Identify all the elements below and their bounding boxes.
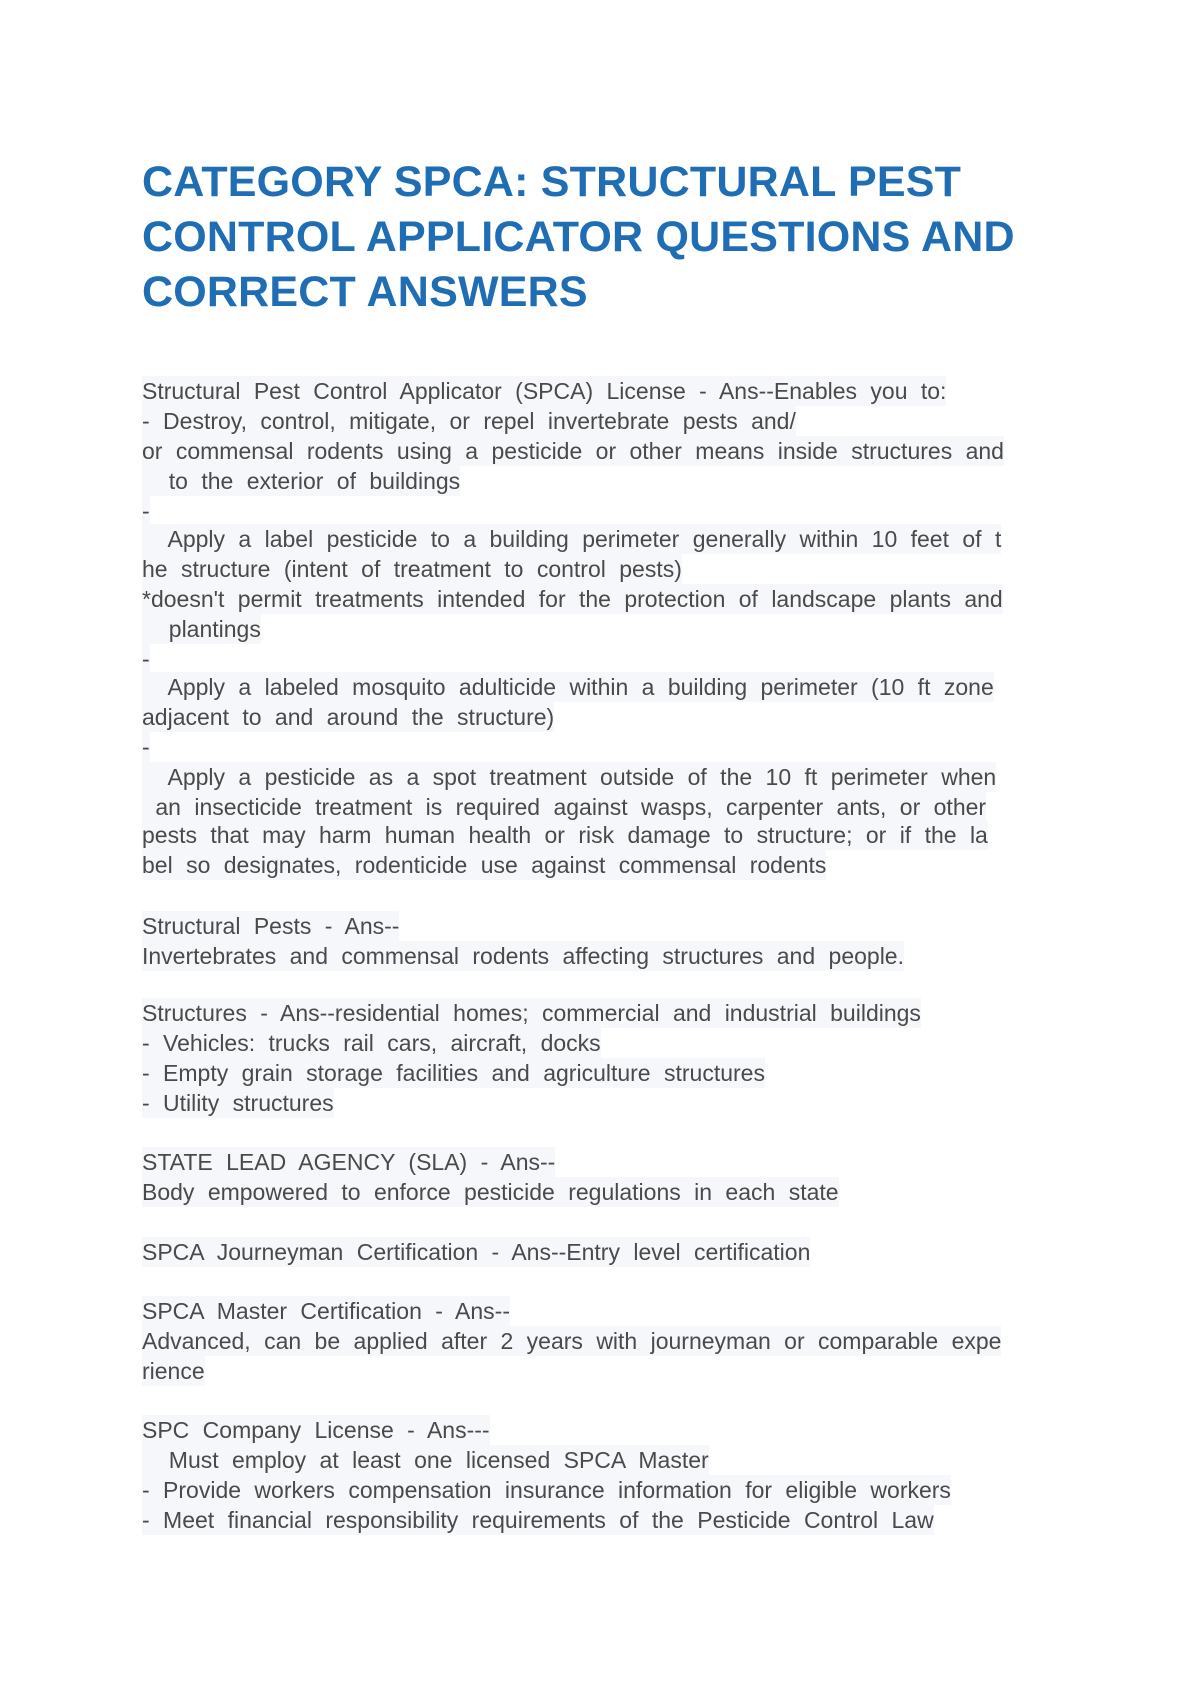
body-line: - Utility structures bbox=[142, 1090, 334, 1116]
body-line: Structures - Ans--residential homes; commercial and industrial buildings bbox=[142, 1000, 921, 1026]
title-line: CONTROL APPLICATOR QUESTIONS AND bbox=[142, 213, 1015, 261]
body-line: he structure (intent of treatment to control pests) bbox=[142, 556, 682, 582]
title-line: CATEGORY SPCA: STRUCTURAL PEST bbox=[142, 158, 962, 206]
body-line: - bbox=[142, 734, 150, 760]
body-line: - bbox=[142, 646, 150, 672]
body-line: Body empowered to enforce pesticide regulations in each state bbox=[142, 1179, 839, 1205]
document-title bbox=[142, 155, 1082, 320]
body-line: - bbox=[142, 498, 150, 524]
body-line: Invertebrates and commensal rodents affecting structures and people. bbox=[142, 943, 904, 969]
body-line: - Empty grain storage facilities and agriculture structures bbox=[142, 1060, 765, 1086]
body-line: an insecticide treatment is required against wasps, carpenter ants, or other bbox=[142, 794, 987, 820]
body-line: Structural Pests - Ans-- bbox=[142, 913, 400, 939]
body-line: Advanced, can be applied after 2 years with journeyman or comparable expe bbox=[142, 1328, 1002, 1354]
body-line: to the exterior of buildings bbox=[142, 468, 461, 494]
body-line: - Vehicles: trucks rail cars, aircraft, docks bbox=[142, 1030, 601, 1056]
body-line: SPC Company License - Ans--- bbox=[142, 1417, 490, 1443]
body-line: - Provide workers compensation insurance information for eligible workers bbox=[142, 1477, 951, 1503]
body-line: Apply a label pesticide to a building perimeter generally within 10 feet of t bbox=[142, 526, 1002, 552]
body-line: or commensal rodents using a pesticide or other means inside structures and bbox=[142, 438, 1004, 464]
title-line: CORRECT ANSWERS bbox=[142, 268, 588, 316]
body-line: SPCA Journeyman Certification - Ans--Entry level certification bbox=[142, 1239, 811, 1265]
body-line: - Destroy, control, mitigate, or repel invertebrate pests and/ bbox=[142, 408, 796, 434]
body-line: STATE LEAD AGENCY (SLA) - Ans-- bbox=[142, 1149, 556, 1175]
body-line: pests that may harm human health or risk damage to structure; or if the la bbox=[142, 822, 988, 848]
body-line: Apply a pesticide as a spot treatment outside of the 10 ft perimeter when bbox=[142, 764, 997, 790]
body-line: adjacent to and around the structure) bbox=[142, 704, 555, 730]
body-line: - Meet financial responsibility requirements of the Pesticide Control Law bbox=[142, 1507, 934, 1533]
body-line: rience bbox=[142, 1358, 205, 1384]
body-line: Structural Pest Control Applicator (SPCA) License - Ans--Enables you to: bbox=[142, 378, 947, 404]
body-line: bel so designates, rodenticide use against commensal rodents bbox=[142, 852, 827, 878]
body-line: *doesn't permit treatments intended for the protection of landscape plants and bbox=[142, 586, 1003, 612]
body-line: plantings bbox=[142, 616, 261, 642]
body-line: Must employ at least one licensed SPCA Master bbox=[142, 1447, 709, 1473]
body-line: Apply a labeled mosquito adulticide within a building perimeter (10 ft zone bbox=[142, 674, 994, 700]
body-line: SPCA Master Certification - Ans-- bbox=[142, 1298, 510, 1324]
